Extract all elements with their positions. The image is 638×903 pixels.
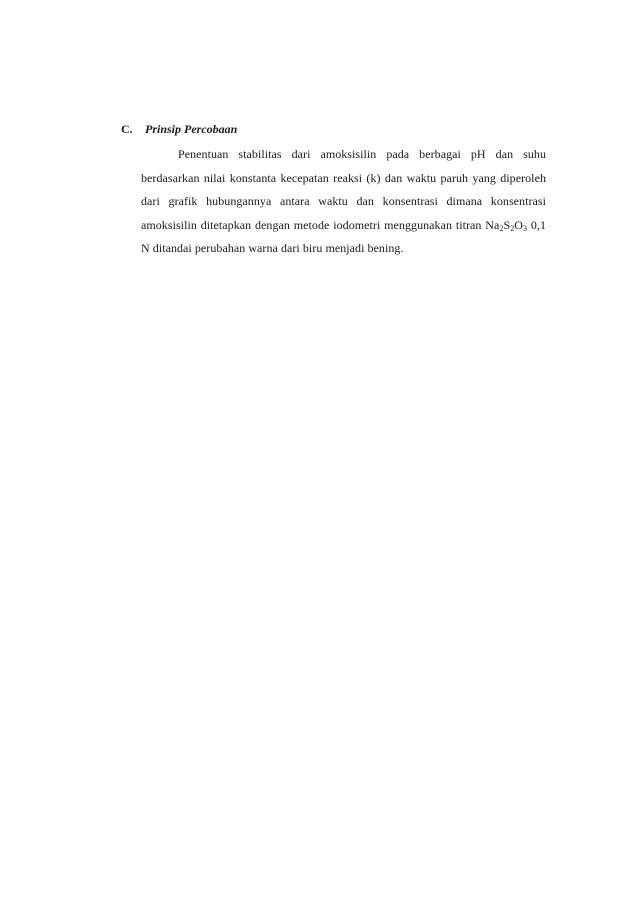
subscript-na: 2 <box>499 223 504 233</box>
sulfur-symbol: S <box>503 217 511 232</box>
section-letter: C. <box>121 122 133 136</box>
section-paragraph <box>141 143 546 261</box>
section-title: Prinsip Percobaan <box>145 122 238 136</box>
paragraph-main-text: Penentuan stabilitas dari amoksisilin pada berbagai pH dan suhu berdasarkan nilai konstanta kecepatan reaksi (k) dan waktu paruh yang diperoleh dari grafik hubungannya antara waktu dan konsentrasi dimana konsentrasi amoksisilin ditetapkan dengan metode iodometri menggunakan titran Na <box>141 147 546 232</box>
subscript-o: 3 <box>522 223 528 233</box>
subscript-s: 2 <box>510 223 515 233</box>
section-heading <box>121 121 546 137</box>
oxygen-symbol: O <box>514 217 523 232</box>
section-c <box>121 121 546 261</box>
paragraph-tail-text: 0,1 N ditandai perubahan warna dari biru menjadi bening. <box>141 217 547 255</box>
